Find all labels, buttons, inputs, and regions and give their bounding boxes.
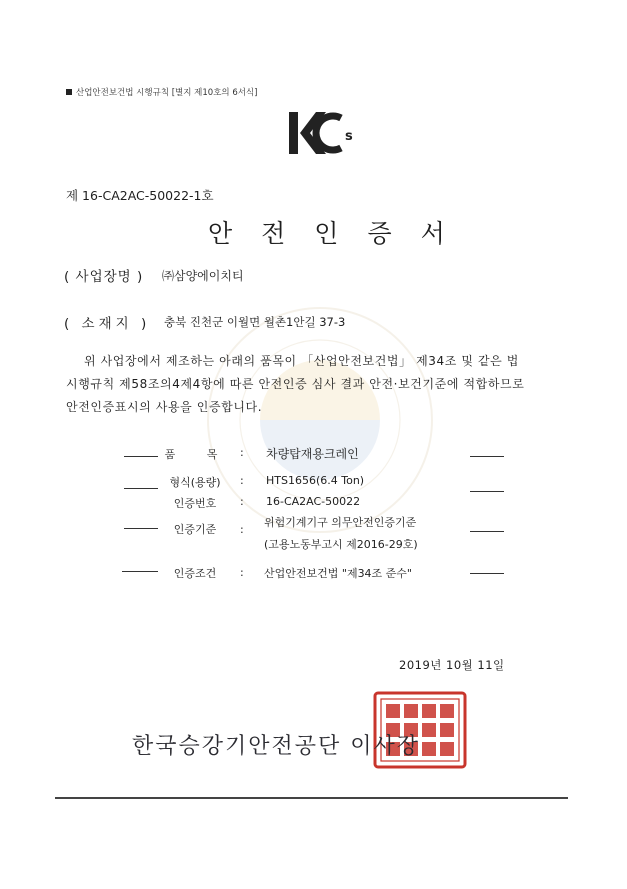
divider-line: [470, 456, 504, 457]
company-name-label: ( 사업장명 ): [64, 269, 144, 285]
condition-value: 산업안전보건법 "제34조 준수": [264, 567, 412, 580]
certno-label: 인증번호: [173, 497, 217, 510]
certno-colon: :: [240, 495, 244, 508]
item-colon: :: [240, 446, 244, 459]
company-name-value: ㈜삼양에이치티: [162, 269, 244, 283]
standard-colon: :: [240, 523, 244, 536]
document-title: 안전인증서: [208, 219, 474, 248]
divider-line: [122, 571, 158, 572]
model-colon: :: [240, 474, 244, 487]
statement-line-2: 시행규칙 제58조의4제4항에 따른 안전인증 심사 결과 안전·보건기준에 적합하므로: [66, 377, 525, 391]
model-label: 형식(용량): [169, 476, 221, 489]
svg-text:s: s: [345, 129, 353, 144]
issuer-name: 한국승강기안전공단 이사장: [132, 734, 421, 759]
divider-line: [470, 531, 504, 532]
item-value: 차량탑재용크레인: [266, 447, 359, 461]
condition-colon: :: [240, 566, 244, 579]
issue-date: 2019년 10월 11일: [399, 658, 505, 672]
certno-value: 16-CA2AC-50022: [266, 495, 361, 508]
divider-line: [470, 573, 504, 574]
statement-line-3: 안전인증표시의 사용을 인증합니다.: [66, 400, 263, 414]
condition-label: 인증조건: [173, 567, 217, 580]
kcs-logo: [287, 110, 355, 156]
address-value: 충북 진천군 이월면 월촌1안길 37-3: [164, 315, 346, 329]
divider-line: [470, 491, 504, 492]
standard-value-2: (고용노동부고시 제2016-29호): [264, 538, 418, 551]
divider-line: [124, 488, 158, 489]
divider-line: [124, 456, 158, 457]
divider-line: [124, 528, 158, 529]
address-label: ( 소재지 ): [64, 316, 151, 332]
model-value: HTS1656(6.4 Ton): [266, 474, 365, 487]
statement-line-1: 위 사업장에서 제조하는 아래의 품목이 「산업안전보건법」 제34조 및 같은 법: [84, 354, 519, 368]
standard-label: 인증기준: [173, 523, 217, 536]
bottom-rule: [55, 797, 568, 799]
certificate-number: 제 16-CA2AC-50022-1호: [66, 188, 214, 203]
item-label: 품 목: [164, 448, 232, 461]
standard-value-1: 위험기계기구 의무안전인증기준: [264, 516, 417, 529]
form-reference: 산업안전보건법 시행규칙 [별지 제10호의 6서식]: [66, 86, 257, 98]
square-bullet-icon: [66, 89, 72, 95]
